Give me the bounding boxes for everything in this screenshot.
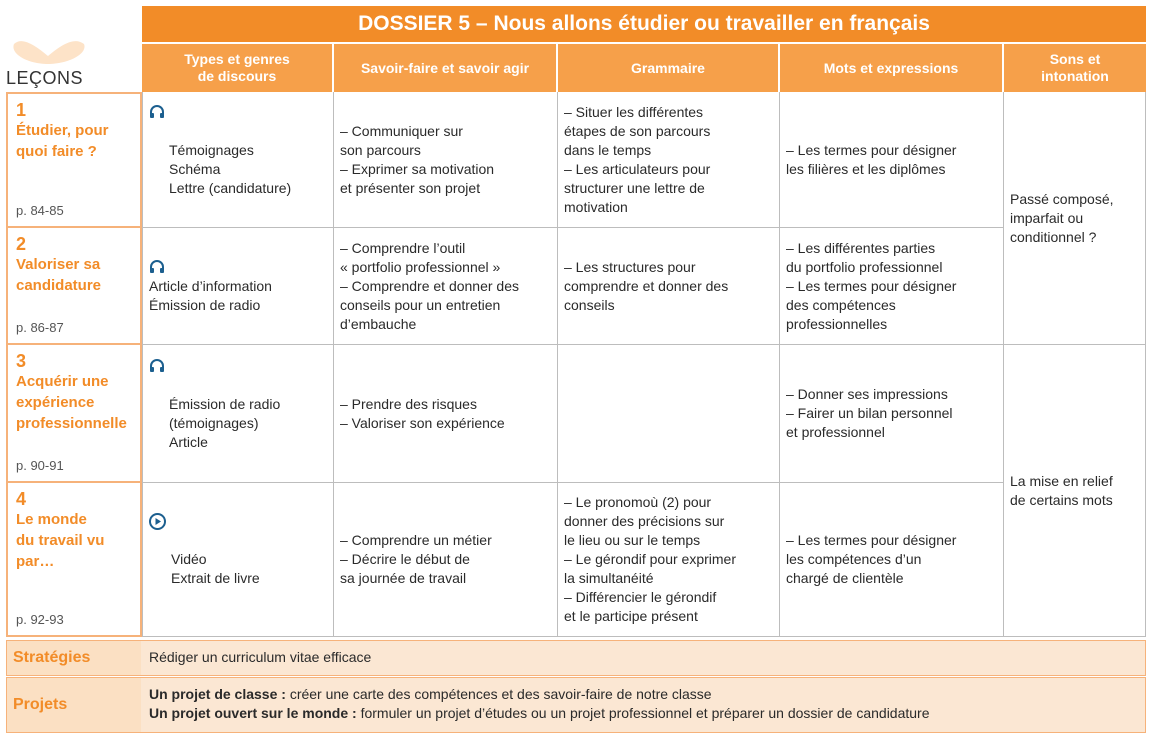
lesson-title: Valoriser sa candidature: [16, 256, 102, 294]
types-text: Vidéo Extrait de livre: [171, 551, 260, 586]
lesson-page: p. 92-93: [16, 612, 64, 627]
lesson-1: [6, 92, 142, 228]
strategies-label: Stratégies: [13, 649, 91, 666]
headphones-icon: [149, 105, 165, 119]
lesson-2-grammaire: [558, 228, 780, 345]
savoir-text: – Prendre des risques – Valoriser son expérience: [340, 395, 505, 431]
lesson-number: 2: [16, 234, 27, 254]
header-savoir: Savoir-faire et savoir agir: [334, 44, 558, 92]
mots-text: – Les différentes parties du portfolio professionnel – Les termes pour désigner des compétences professionnelles: [786, 239, 957, 332]
sons-top: [1004, 92, 1146, 345]
lesson-page: p. 90-91: [16, 458, 64, 473]
sons-text: Passé composé, imparfait ou conditionnel ?: [1010, 190, 1114, 245]
grammaire-text: – Les structures pour comprendre et donner des conseils: [564, 258, 729, 313]
header-sons: Sons et intonation: [1004, 44, 1146, 92]
lesson-1-mots: [780, 92, 1004, 228]
lesson-3-grammaire: [558, 345, 780, 483]
headphones-icon: [149, 260, 165, 274]
savoir-text: – Comprendre l’outil « portfolio professionnel » – Comprendre et donner des conseils pour un entretien d’embauche: [340, 239, 519, 332]
headphones-icon: [149, 359, 165, 373]
types-text: Article d’information Émission de radio: [149, 277, 272, 313]
types-text: Témoignages Schéma Lettre (candidature): [169, 141, 292, 196]
lesson-number: 3: [16, 351, 27, 371]
lesson-title: Étudier, pour quoi faire ?: [16, 122, 109, 160]
lesson-4-mots: [780, 483, 1004, 637]
grammaire-text: – Le pronomoù (2) pour donner des précisions sur le lieu ou sur le temps – Le gérondif pour exprimer la simultanéité – Différencier le gérondif et le participe présent: [564, 494, 736, 624]
types-text: Émission de radio (témoignages) Article: [169, 395, 281, 450]
grammaire-text: – Situer les différentes étapes de son parcours dans le temps – Les articulateurs pour structurer une lettre de motivation: [564, 103, 711, 215]
lesson-title: Acquérir une expérience professionnelle: [16, 373, 127, 432]
header-mots: Mots et expressions: [780, 44, 1004, 92]
header-types: Types et genres de discours: [142, 44, 334, 92]
sons-text: La mise en relief de certains mots: [1010, 472, 1113, 508]
lesson-3-savoir: [334, 345, 558, 483]
lesson-4-grammaire: [558, 483, 780, 637]
lesson-2-savoir: [334, 228, 558, 345]
projets-row: [6, 677, 1146, 733]
sons-bottom: [1004, 345, 1146, 637]
lesson-number: 1: [16, 100, 27, 120]
lesson-page: p. 86-87: [16, 320, 64, 335]
strategies-row: [6, 640, 1146, 676]
lesson-3: [6, 345, 142, 483]
projet-classe-text: créer une carte des compétences et des savoir-faire de notre classe: [285, 686, 712, 702]
lesson-3-mots: [780, 345, 1004, 483]
savoir-text: – Communiquer sur son parcours – Exprimer sa motivation et présenter son projet: [340, 122, 495, 196]
lesson-number: 4: [16, 489, 27, 509]
lesson-page: p. 84-85: [16, 203, 64, 218]
lesson-3-types: [142, 345, 334, 483]
lesson-2: [6, 228, 142, 345]
lesson-2-types: [142, 228, 334, 345]
video-play-icon: [149, 513, 166, 530]
lesson-4: [6, 483, 142, 637]
strategies-text: Rédiger un curriculum vitae efficace: [141, 641, 1145, 675]
mots-text: – Les termes pour désigner les filières et les diplômes: [786, 141, 957, 177]
projets-text: [141, 678, 1145, 732]
lesson-2-mots: [780, 228, 1004, 345]
projet-monde-text: formuler un projet d’études ou un projet professionnel et préparer un dossier de candidature: [356, 705, 930, 721]
mots-text: – Les termes pour désigner les compétences d’un chargé de clientèle: [786, 532, 957, 586]
projets-label: Projets: [13, 696, 68, 713]
lesson-1-grammaire: [558, 92, 780, 228]
savoir-text: – Comprendre un métier – Décrire le début de sa journée de travail: [340, 532, 492, 586]
lesson-1-savoir: [334, 92, 558, 228]
lesson-1-types: [142, 92, 334, 228]
projet-classe-label: Un projet de classe :: [149, 686, 286, 702]
projet-monde-label: Un projet ouvert sur le monde :: [149, 705, 357, 721]
lessons-logo-icon: [8, 34, 90, 68]
header-grammaire: Grammaire: [558, 44, 780, 92]
mots-text: – Donner ses impressions – Fairer un bilan personnel et professionnel: [786, 386, 953, 440]
dossier-title: DOSSIER 5 – Nous allons étudier ou travailler en français: [142, 6, 1146, 42]
lesson-4-savoir: [334, 483, 558, 637]
lesson-4-types: [142, 483, 334, 637]
lesson-title: Le monde du travail vu par…: [16, 511, 105, 570]
lessons-label: LEÇONS: [6, 68, 84, 88]
